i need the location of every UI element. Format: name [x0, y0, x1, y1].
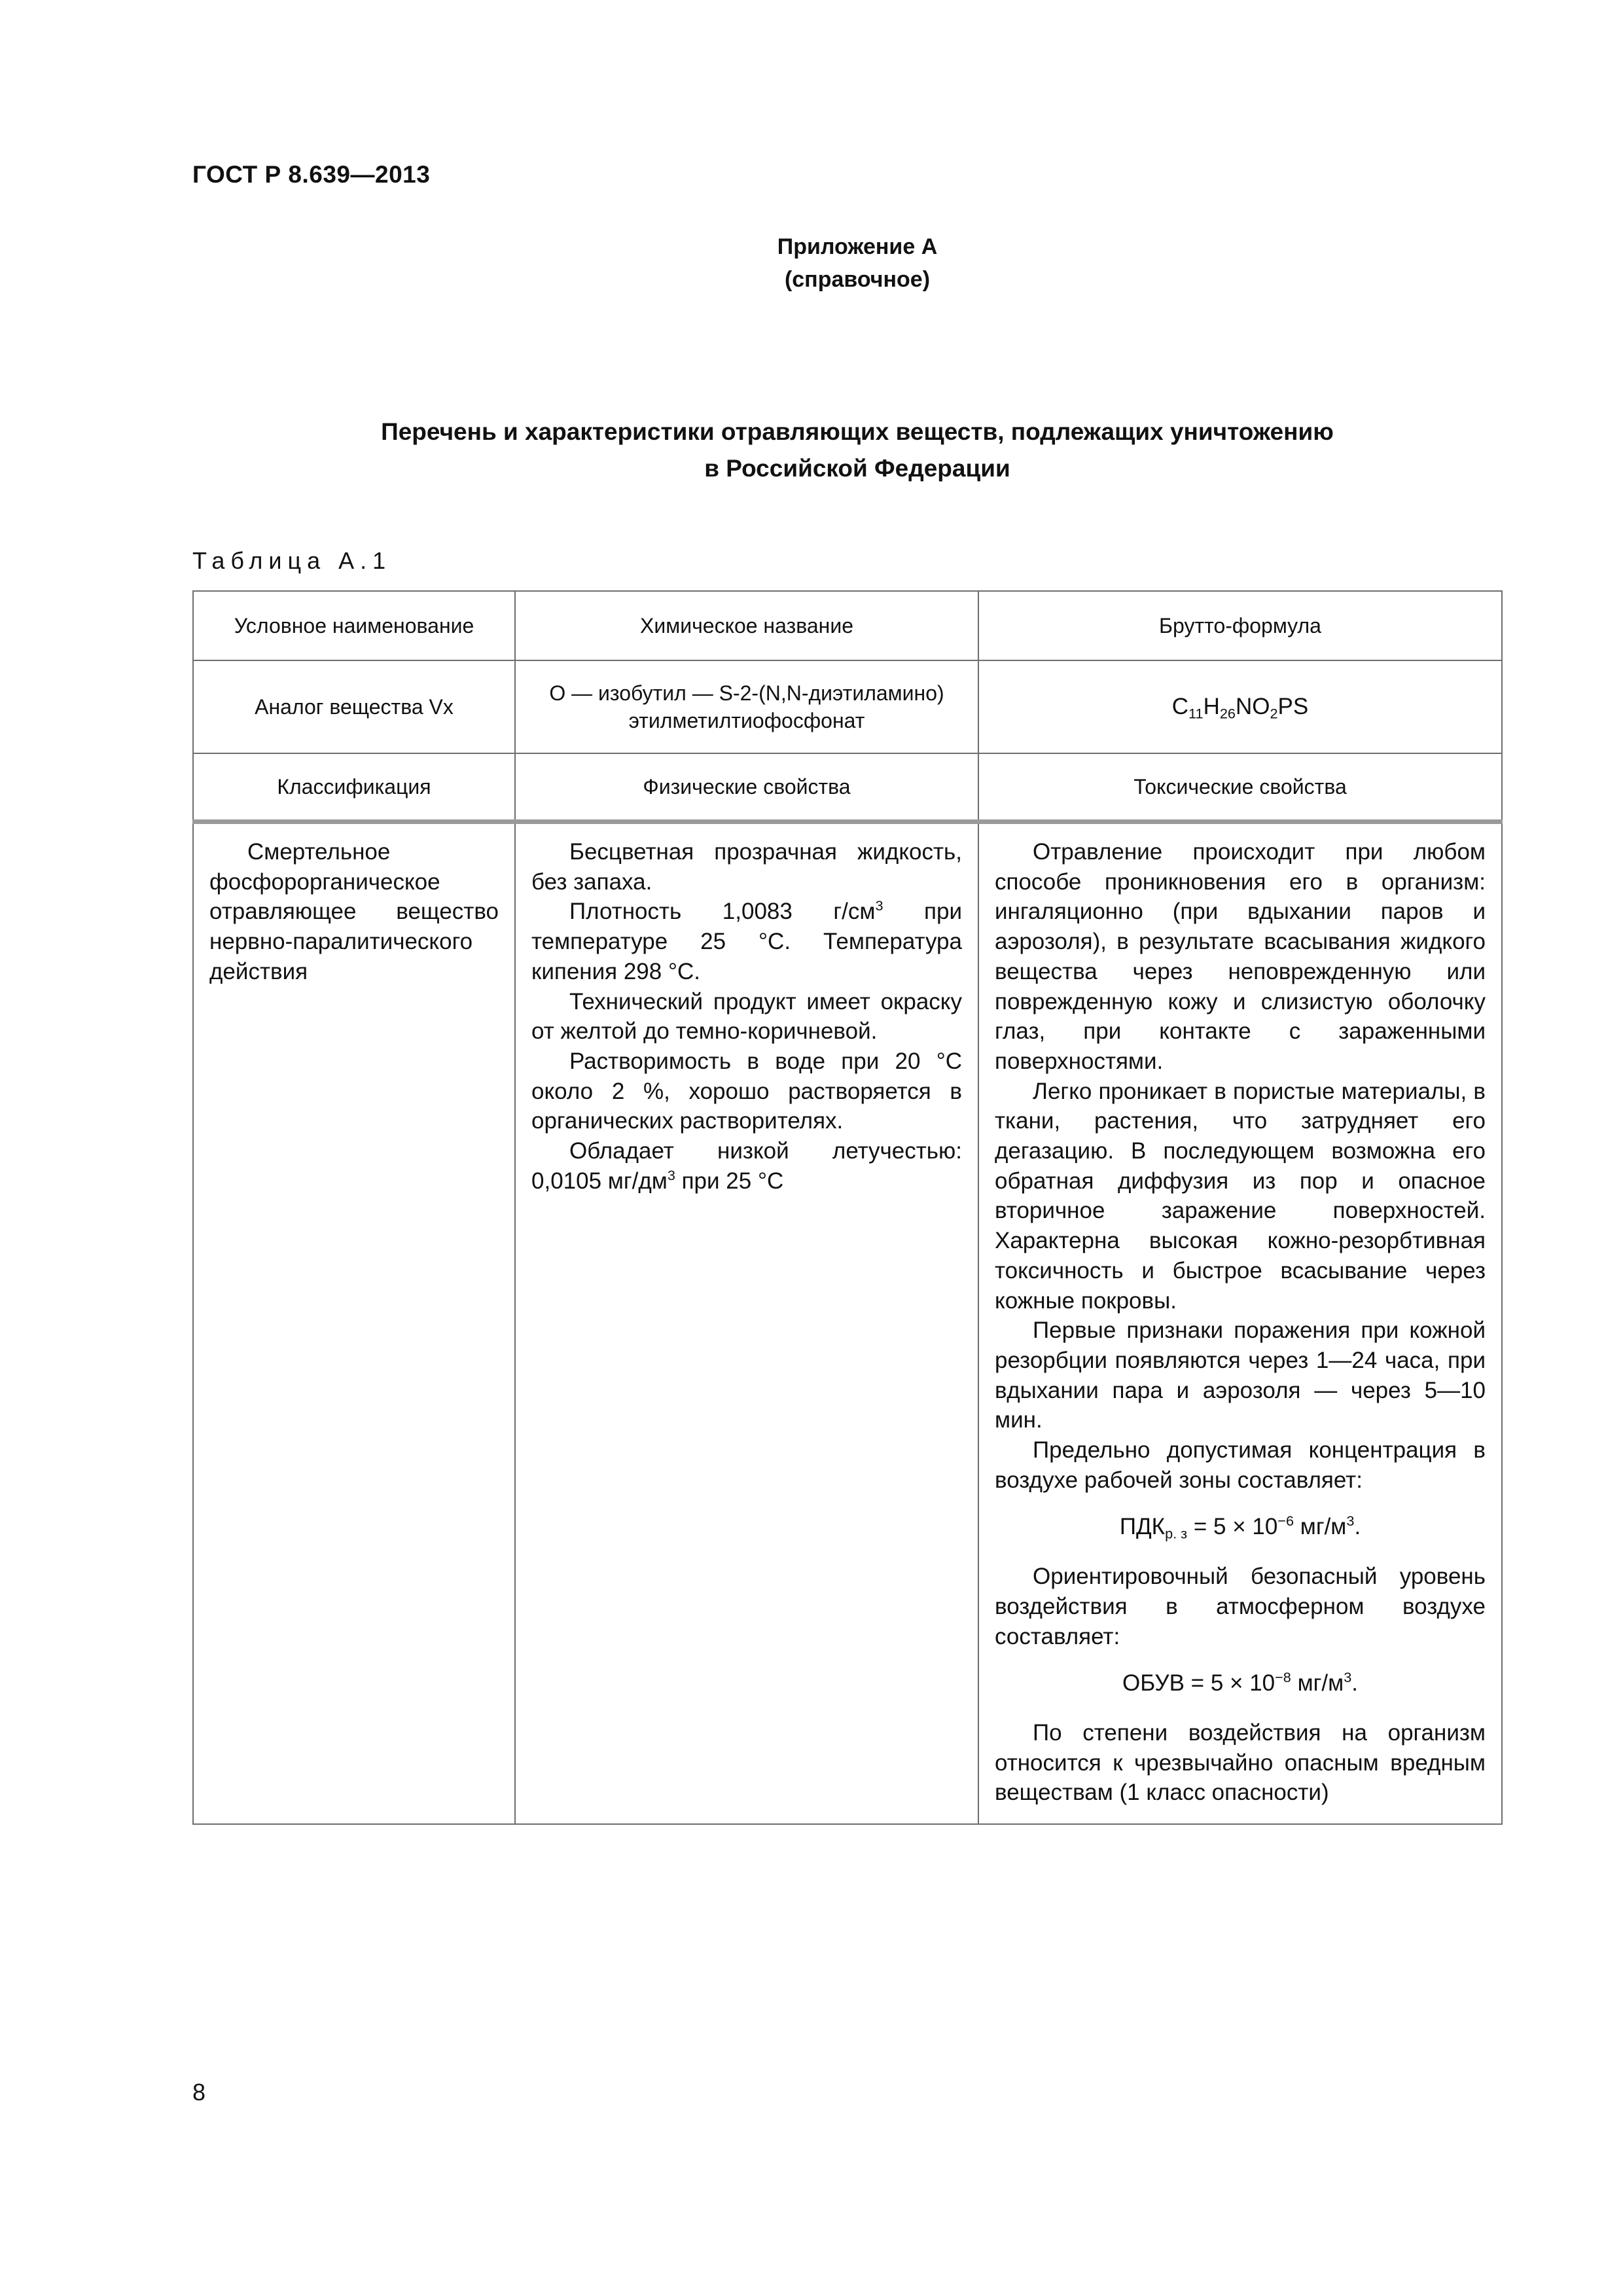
physical-paragraph: Технический продукт имеет окраску от желтой до темно-коричневой.: [531, 988, 962, 1045]
toxic-paragraph: Первые признаки поражения при кожной резорбции появляются через 1—24 часа, при вдыхании пара и аэрозоля — через 5—10 мин.: [995, 1318, 1486, 1433]
subheader-cell-physical: Физические свойства: [515, 753, 978, 822]
formula-no: NO: [1235, 694, 1270, 719]
toxic-paragraph: Предельно допустимая концентрация в воздухе рабочей зоны составляет:: [995, 1437, 1486, 1493]
toxic-paragraph: Отравление происходит при любом способе проникновения его в организм: ингаляционно (при вдыхании паров и аэрозоля), в результате всасывания жидкого вещества через неповрежденную или поврежденную кожу и слизистую оболочку глаз, при контакте с зараженными поверхностями.: [995, 839, 1486, 1074]
classification-cell: [193, 822, 515, 1825]
toxic-paragraph: Ориентировочный безопасный уровень воздействия в атмосферном воздухе составляет:: [995, 1564, 1486, 1649]
physical-paragraph: Бесцветная прозрачная жидкость, без запаха.: [531, 839, 962, 895]
page-number: 8: [192, 2079, 206, 2106]
subheader-cell-toxic: Токсические свойства: [978, 753, 1502, 822]
appendix-type: (справочное): [784, 267, 931, 292]
chemical-name-line-2: этилметилтиофосфонат: [628, 709, 865, 732]
table-row: [193, 822, 1502, 1825]
classification-text: Смертельное фосфорорганическое отравляющее вещество нервно-паралитического действия: [209, 839, 499, 984]
mac-formula: $ПДК_{р. з} = 5 \times 10^{-6}$ $мг/м^3$.: [1119, 1513, 1361, 1542]
header-cell-chemical: Химическое название: [515, 591, 978, 660]
physical-paragraph: Растворимость в воде при 20 °С около 2 %, хорошо растворяется в органических растворителях.: [531, 1048, 962, 1134]
appendix-label: Приложение А: [777, 234, 938, 259]
gross-formula-cell: [978, 660, 1502, 753]
formula-h: H: [1203, 694, 1220, 719]
header-cell-name: Условное наименование: [193, 591, 515, 660]
formula-h-sub: 26: [1219, 705, 1236, 722]
appendix-heading: [0, 230, 1623, 296]
table-caption: Таблица А.1: [192, 547, 392, 574]
chemical-name-line-1: О — изобутил — S-2-(N,N-диэтиламино): [549, 681, 944, 705]
toxic-paragraph: По степени воздействия на организм относится к чрезвычайно опасным вредным веществам (1 класс опасности): [995, 1719, 1486, 1806]
header-cell-formula: Брутто-формула: [978, 591, 1502, 660]
physical-paragraph: Плотность 1,0083 $г/см^3$ при температуре 25 °С. Температура кипения 298 °С.: [531, 897, 963, 984]
substance-table: [192, 590, 1503, 1825]
title-line-2: в Российской Федерации: [704, 455, 1010, 482]
substance-name-cell: Аналог вещества Vx: [193, 660, 515, 753]
table-header-row: [193, 591, 1502, 660]
table-subheader-row: [193, 753, 1502, 822]
chemical-name-cell: [515, 660, 978, 753]
physical-properties-cell: [515, 822, 978, 1825]
formula-c-sub: 11: [1188, 705, 1204, 722]
title-line-1: Перечень и характеристики отравляющих веществ, подлежащих уничтожению: [381, 418, 1334, 445]
subheader-cell-classification: Классификация: [193, 753, 515, 822]
toxic-properties-cell: [978, 822, 1502, 1825]
page-title: [0, 414, 1623, 487]
formula-o-sub: 2: [1270, 705, 1278, 722]
physical-paragraph: Обладает низкой летучестью: 0,0105 $мг/дм^3$ при 25 °С: [531, 1138, 962, 1194]
obuv-formula: ОБУВ = $5 \times 10^{-8}$ $мг/м^3$.: [1122, 1669, 1358, 1696]
toxic-paragraph: Легко проникает в пористые материалы, в ткани, растения, что затрудняет его дегазацию. В последующем возможна его обратная диффузия из пор и опасное вторичное заражение поверхностей. Характерна высокая кожно-резорбтивная токсичность и быстрое всасывание через кожные покровы.: [995, 1078, 1486, 1314]
table-row: [193, 660, 1502, 753]
formula-c: C: [1171, 694, 1189, 719]
document-id: ГОСТ Р 8.639—2013: [192, 161, 431, 188]
formula-ps: PS: [1277, 694, 1309, 719]
